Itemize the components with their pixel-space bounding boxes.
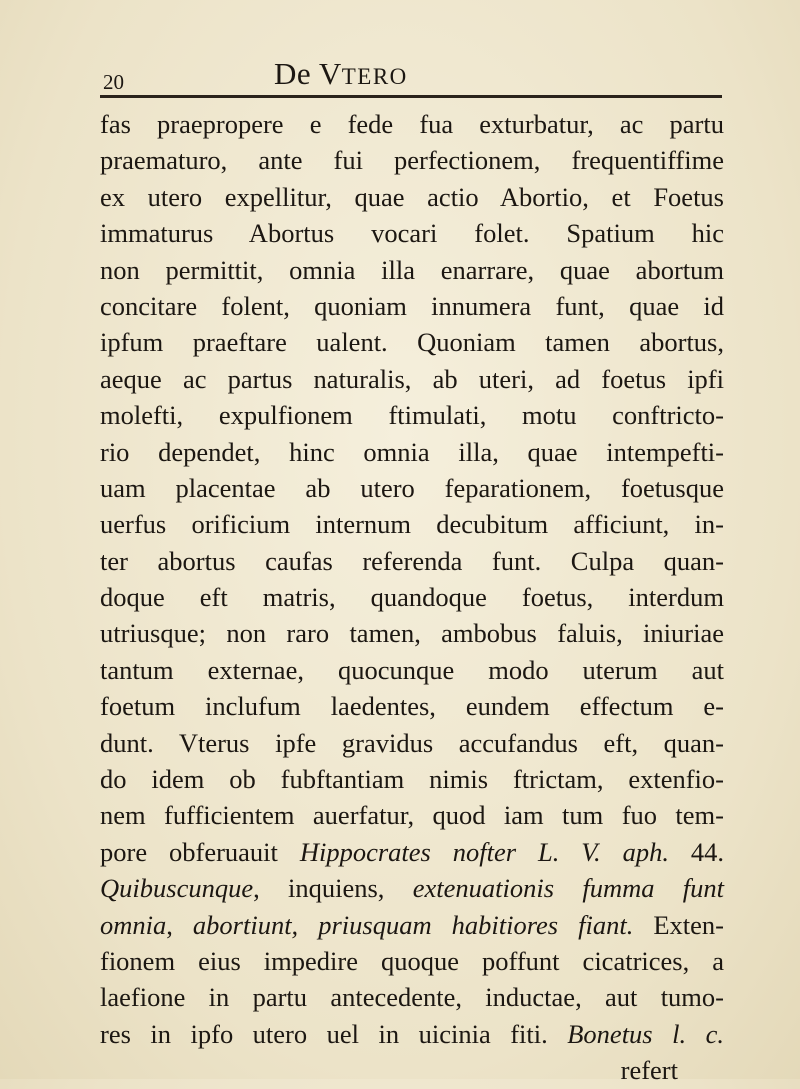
- text-segment: praematuro, ante fui perfectionem, frequentiffime: [100, 145, 724, 176]
- text-segment: fas praepropere e fede fua exturbatur, ac partu: [100, 109, 724, 139]
- text-line: [100, 797, 724, 833]
- text-line: [100, 215, 724, 251]
- text-line: [100, 288, 724, 324]
- text-segment: laefione in partu antecedente, inductae, aut tumo-: [100, 982, 724, 1013]
- text-line: [100, 434, 724, 470]
- text-line: [100, 761, 724, 797]
- text-segment: rio dependet, hinc omnia illa, quae intempefti-: [100, 436, 724, 467]
- text-line: [100, 361, 724, 397]
- text-segment: refert: [620, 1055, 678, 1086]
- text-segment: res in ipfo utero uel in uicinia fiti.: [100, 1018, 568, 1049]
- italic-text: Hippocrates nofter L. V. aph.: [299, 836, 669, 867]
- text-line: [100, 324, 724, 360]
- text-line: [100, 979, 724, 1015]
- text-segment: aeque ac partus naturalis, ab uteri, ad foetus ipfi: [100, 363, 724, 394]
- text-line: [100, 615, 724, 651]
- text-line: [100, 506, 724, 542]
- text-segment: ipfum praeftare ualent. Quoniam tamen abortus,: [100, 327, 724, 358]
- text-segment: uam placentae ab utero feparationem, foetusque: [100, 472, 724, 503]
- italic-text: Quibuscunque: [100, 873, 254, 904]
- text-segment: foetum inclufum laedentes, eundem effectum e-: [100, 691, 724, 722]
- running-title-rest: TERO: [341, 64, 408, 89]
- text-segment: , inquiens,: [253, 873, 413, 904]
- text-segment: concitare folent, quoniam innumera funt, quae id: [100, 290, 724, 321]
- italic-text: Bonetus l. c.: [567, 1018, 724, 1049]
- text-segment: ,: [166, 909, 193, 940]
- text-line: [100, 252, 724, 288]
- text-line: [100, 725, 724, 761]
- text-segment: pore obferuauit: [100, 836, 300, 867]
- text-segment: doque eft matris, quandoque foetus, interdum: [100, 582, 724, 613]
- text-line: [100, 579, 724, 615]
- text-line: [100, 688, 724, 724]
- italic-text: abortiunt, priusquam habitiores fiant.: [192, 909, 634, 940]
- text-line: [100, 106, 724, 142]
- text-segment: tantum externae, quocunque modo uterum aut: [100, 654, 724, 685]
- header-rule: [100, 95, 722, 98]
- text-segment: utriusque; non raro tamen, ambobus faluis, iniuriae: [100, 618, 724, 649]
- text-segment: nem fufficientem auerfatur, quod iam tum fuo tem-: [100, 800, 724, 831]
- page-header: [100, 56, 720, 96]
- text-line: [100, 652, 724, 688]
- text-segment: non permittit, omnia illa enarrare, quae abortum: [100, 254, 724, 285]
- text-segment: ter abortus caufas referenda funt. Culpa quan-: [100, 545, 724, 576]
- text-line: [100, 179, 724, 215]
- text-line: [100, 1052, 724, 1088]
- text-segment: molefti, expulfionem ftimulati, motu conftricto-: [100, 400, 724, 431]
- italic-text: omnia: [100, 909, 167, 940]
- text-segment: Exten-: [633, 909, 725, 940]
- page-number: 20: [103, 70, 124, 94]
- text-line: [100, 1016, 724, 1052]
- text-segment: fionem eius impedire quoque poffunt cicatrices, a: [100, 945, 724, 976]
- text-segment: dunt. Vterus ipfe gravidus accufandus eft, quan-: [100, 727, 724, 758]
- text-segment: immaturus Abortus vocari folet. Spatium hic: [100, 218, 724, 249]
- text-line: [100, 142, 724, 178]
- text-line: [100, 397, 724, 433]
- running-title-initial: De V: [274, 56, 342, 91]
- text-segment: ex utero expellitur, quae actio Abortio, et Foetus: [100, 181, 724, 212]
- text-segment: uerfus orificium internum decubitum afficiunt, in-: [100, 509, 724, 540]
- text-line: [100, 870, 724, 906]
- text-line: [100, 470, 724, 506]
- text-line: [100, 943, 724, 979]
- italic-text: extenuationis fumma funt: [412, 873, 724, 904]
- text-line: [100, 907, 724, 943]
- running-title: [274, 56, 408, 92]
- text-line: [100, 834, 724, 870]
- body-text: [100, 106, 724, 1089]
- text-segment: do idem ob fubftantiam nimis ftrictam, extenfio-: [100, 764, 724, 795]
- text-segment: 44.: [668, 836, 724, 867]
- text-line: [100, 543, 724, 579]
